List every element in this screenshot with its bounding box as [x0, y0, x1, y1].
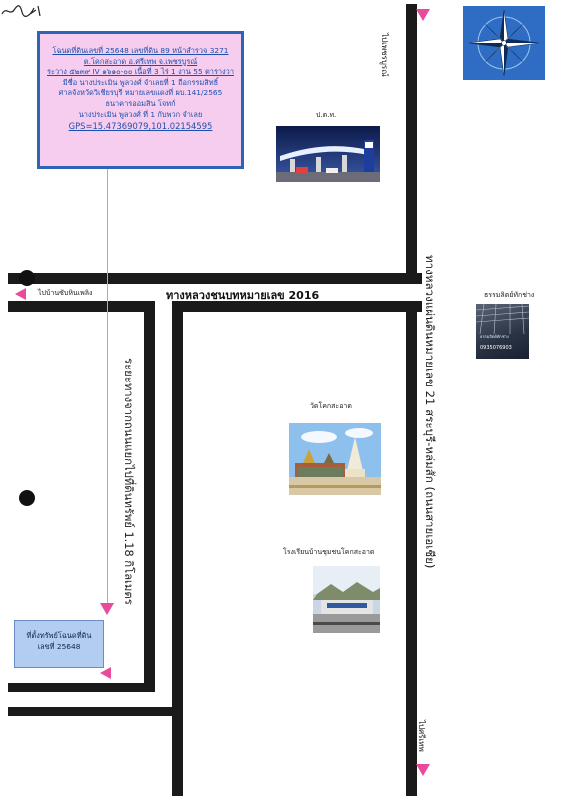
arrow-west-sap-hin — [15, 288, 26, 300]
school-photo — [313, 566, 380, 633]
destination-line1: ที่ตั้งทรัพย์โฉนดที่ดิน — [26, 631, 92, 640]
destination-box — [14, 620, 104, 668]
info-area: ระวาง ๕๒๓๙ IV ๑๖๑๐-๐๐ เนื้อที่ 3 ไร่ 1 งาน 55 ตารางวา — [47, 67, 234, 77]
to-phetchabun-label: ไปเพชรบูรณ์ — [380, 33, 389, 77]
road-highway-21-upper — [406, 4, 417, 284]
shop-sign-name: ธรรมลิตย์ทักช่าง — [480, 334, 509, 339]
shop-label: ธรรมลิตย์ทักช่าง — [484, 291, 535, 299]
scribble-mark — [0, 2, 44, 20]
arrow-distance-down — [100, 603, 114, 615]
info-location: ต.โคกสะอาด อ.ศรีเทพ จ.เพชรบูรณ์ — [83, 56, 198, 66]
arrow-into-destination — [100, 667, 111, 679]
shop-phone: 0935076903 — [480, 345, 512, 351]
arrow-south-bottom — [416, 764, 430, 776]
shop-photo — [476, 304, 529, 359]
arrow-north-top — [416, 9, 430, 21]
temple-label: วัดโคกสะอาด — [310, 402, 352, 410]
info-title-deed: โฉนดที่ดินเลขที่ 25648 เลขที่ดิน 89 หน้าสำรวจ 3271 — [52, 46, 229, 55]
property-info-box — [37, 31, 244, 169]
temple-photo — [289, 423, 381, 495]
compass-rose-icon — [463, 6, 545, 80]
info-owner: มีชื่อ นางประเมิน พูลวงศ์ จำเลยที่ 1 ถือกรรมสิทธิ์ — [62, 77, 219, 87]
road-west-short — [8, 301, 155, 312]
school-label: โรงเรียนบ้านชุมชนโคกสะอาด — [283, 548, 375, 556]
road-destination-left — [8, 683, 155, 692]
leader-line — [107, 169, 108, 609]
to-si-thep-label: ไปศรีเทพ — [417, 720, 426, 752]
info-court: ศาลจังหวัดวิเชียรบุรี หมายเลขแดงที่ ผบ.141/2565 — [58, 88, 223, 98]
destination-line2: เลขที่ 25648 — [37, 642, 81, 651]
junction-dot — [19, 270, 35, 286]
rural-highway-2016-label: ทางหลวงชนบทหมายเลข 2016 — [166, 289, 320, 302]
highway-21-label: ทางหลวงแผ่นดินหมายเลข 21 สระบุรี-หล่มสัก (ถนนสายเอเชีย) — [423, 255, 437, 569]
distance-note-label: ระยะทางจากถนนแยกไปที่ดินทรัพย์ 1.18 กิโลเมตร — [122, 358, 135, 605]
info-plaintiff: ธนาคารออมสิน โจทก์ — [105, 98, 176, 108]
road-lower-branch-vertical — [172, 301, 183, 796]
location-dot — [19, 490, 35, 506]
ptt-label: ป.ต.ท. — [316, 111, 337, 119]
to-ban-sap-hin-phloeng-label: ไปบ้านซับหินเพลิง — [38, 289, 93, 297]
road-bottom-left — [8, 707, 183, 716]
road-horizontal-upper — [8, 273, 422, 284]
road-inner-vertical — [144, 301, 155, 691]
info-gps: GPS=15.47369079,101.02154595 — [68, 121, 213, 132]
info-defendant: นางประเมิน พูลวงศ์ ที่ 1 กับพวก จำเลย — [78, 109, 203, 119]
ptt-gas-station-photo — [276, 126, 380, 182]
